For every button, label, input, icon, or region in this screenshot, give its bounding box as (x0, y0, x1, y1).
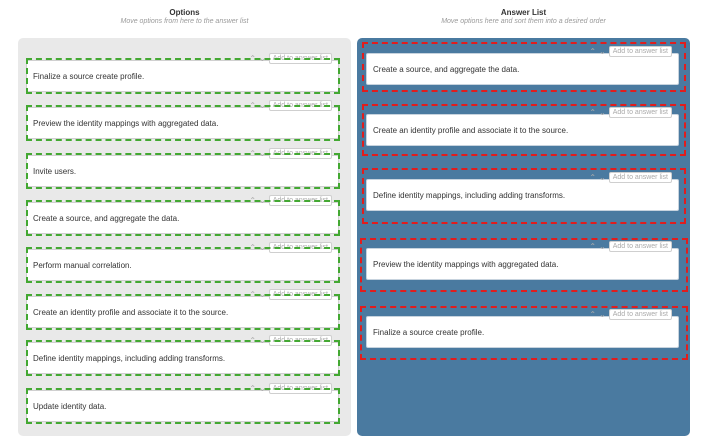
move-up-icon[interactable]: ⌃ (249, 100, 257, 110)
option-item[interactable] (26, 53, 339, 92)
option-controls (249, 335, 332, 346)
move-down-icon[interactable]: ⌄ (599, 46, 606, 56)
answer-label: Finalize a source create profile. (373, 327, 485, 337)
answer-list-panel[interactable] (357, 38, 690, 436)
option-item[interactable] (26, 148, 339, 187)
option-label: Preview the identity mappings with aggregated data. (33, 118, 219, 128)
add-to-answer-list-button[interactable]: Add to answer list (609, 172, 672, 183)
option-label: Create a source, and aggregate the data. (33, 213, 180, 223)
move-up-icon[interactable]: ⌃ (589, 46, 597, 56)
move-up-icon[interactable]: ⌃ (249, 242, 257, 252)
options-subtitle: Move options from here to the answer list (120, 18, 249, 25)
add-to-answer-list-button[interactable]: Add to answer list (269, 289, 332, 300)
option-label: Define identity mappings, including adding transforms. (33, 353, 226, 363)
add-to-answer-list-button[interactable]: Add to answer list (609, 309, 672, 320)
move-down-icon[interactable]: ⌄ (259, 100, 266, 110)
move-up-icon[interactable]: ⌃ (589, 107, 597, 117)
add-to-answer-list-button[interactable]: Add to answer list (609, 241, 672, 252)
add-to-answer-list-button[interactable]: Add to answer list (609, 107, 672, 118)
options-panel (18, 38, 351, 436)
option-label: Finalize a source create profile. (33, 71, 145, 81)
answer-controls (589, 241, 672, 252)
answer-label: Create a source, and aggregate the data. (373, 64, 520, 74)
answer-list-subtitle: Move options here and sort them into a desired order (441, 18, 606, 25)
move-up-icon[interactable]: ⌃ (249, 148, 257, 158)
answer-item[interactable] (366, 46, 679, 85)
move-up-icon[interactable]: ⌃ (589, 172, 597, 182)
answer-item[interactable] (366, 107, 679, 146)
move-up-icon[interactable]: ⌃ (589, 241, 597, 251)
move-down-icon[interactable]: ⌄ (599, 309, 606, 319)
move-down-icon[interactable]: ⌄ (599, 172, 606, 182)
move-down-icon[interactable]: ⌄ (259, 242, 266, 252)
answer-item[interactable] (366, 172, 679, 211)
move-down-icon[interactable]: ⌄ (259, 335, 266, 345)
option-item[interactable] (26, 335, 339, 374)
option-label: Invite users. (33, 166, 77, 176)
add-to-answer-list-button[interactable]: Add to answer list (269, 242, 332, 253)
answer-label: Create an identity profile and associate it to the source. (373, 125, 569, 135)
option-controls (249, 289, 332, 300)
answer-controls (589, 46, 672, 57)
option-controls (249, 148, 332, 159)
move-down-icon[interactable]: ⌄ (259, 195, 266, 205)
add-to-answer-list-button[interactable]: Add to answer list (609, 46, 672, 57)
add-to-answer-list-button[interactable]: Add to answer list (269, 100, 332, 111)
add-to-answer-list-button[interactable]: Add to answer list (269, 335, 332, 346)
option-item[interactable] (26, 289, 339, 328)
move-down-icon[interactable]: ⌄ (599, 241, 606, 251)
option-item[interactable] (26, 100, 339, 139)
option-controls (249, 383, 332, 394)
option-label: Create an identity profile and associate it to the source. (33, 307, 229, 317)
add-to-answer-list-button[interactable]: Add to answer list (269, 383, 332, 394)
answer-item[interactable] (366, 241, 679, 280)
option-item[interactable] (26, 383, 339, 422)
option-item[interactable] (26, 242, 339, 281)
move-down-icon[interactable]: ⌄ (259, 148, 266, 158)
add-to-answer-list-button[interactable]: Add to answer list (269, 53, 332, 64)
option-item[interactable] (26, 195, 339, 234)
move-up-icon[interactable]: ⌃ (249, 195, 257, 205)
answer-list-title: Answer List (500, 8, 547, 17)
answer-controls (589, 107, 672, 118)
move-up-icon[interactable]: ⌃ (589, 309, 597, 319)
answer-item[interactable] (366, 309, 679, 348)
move-up-icon[interactable]: ⌃ (249, 383, 257, 393)
move-up-icon[interactable]: ⌃ (249, 335, 257, 345)
options-header (18, 8, 351, 25)
option-label: Perform manual correlation. (33, 260, 132, 270)
option-label: Update identity data. (33, 401, 107, 411)
option-controls (249, 53, 332, 64)
option-controls (249, 100, 332, 111)
option-controls (249, 242, 332, 253)
move-down-icon[interactable]: ⌄ (259, 383, 266, 393)
add-to-answer-list-button[interactable]: Add to answer list (269, 195, 332, 206)
options-title: Options (169, 8, 200, 17)
add-to-answer-list-button[interactable]: Add to answer list (269, 148, 332, 159)
answer-label: Define identity mappings, including adding transforms. (373, 190, 566, 200)
move-up-icon[interactable]: ⌃ (249, 53, 257, 63)
answer-controls (589, 309, 672, 320)
option-controls (249, 195, 332, 206)
move-up-icon[interactable]: ⌃ (249, 289, 257, 299)
move-down-icon[interactable]: ⌄ (259, 53, 266, 63)
move-down-icon[interactable]: ⌄ (599, 107, 606, 117)
answer-label: Preview the identity mappings with aggregated data. (373, 259, 559, 269)
answer-controls (589, 172, 672, 183)
answer-list-header (357, 8, 690, 25)
move-down-icon[interactable]: ⌄ (259, 289, 266, 299)
